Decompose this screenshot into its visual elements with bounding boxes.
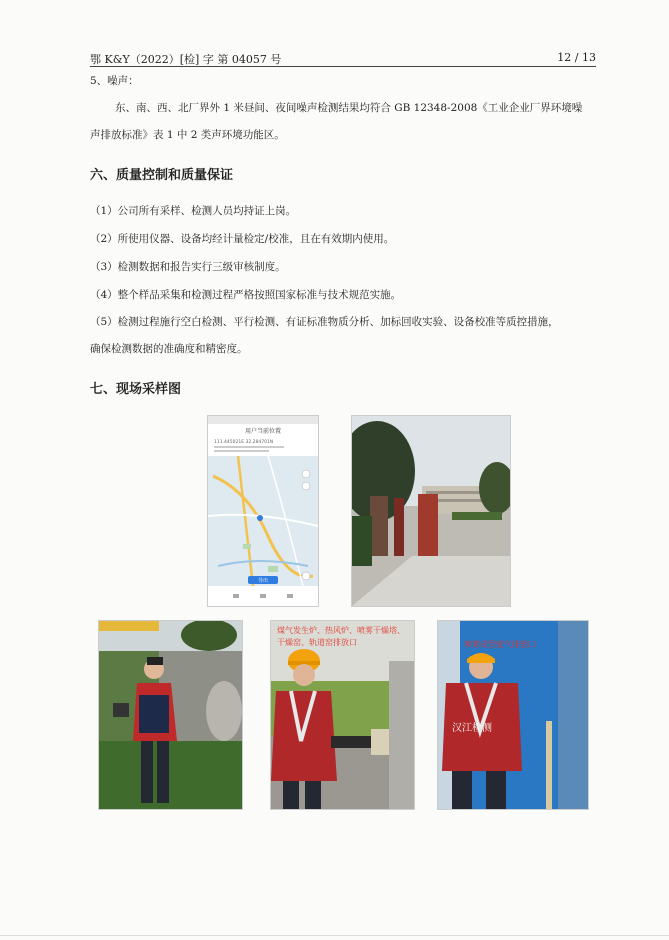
qc-item-5: （5）检测过程施行空白检测、平行检测、有证标准物质分析、加标回收实验、设备校准等质控措施， [90, 316, 559, 328]
worker-field-graphic [99, 621, 242, 809]
qc-item-1: （1）公司所有采样、检测人员均持证上岗。 [90, 205, 297, 217]
spray-outlet-graphic [438, 621, 588, 809]
qc-item-5-continued: 确保检测数据的准确度和精密度。 [90, 343, 248, 355]
noise-heading: 5、噪声： [90, 75, 139, 87]
sampling-photo-exhaust-outlets [270, 620, 415, 810]
sampling-photo-worker-field [98, 620, 243, 810]
factory-gate-graphic [352, 416, 510, 606]
factory-gate-photo [351, 415, 511, 607]
section-6-title: 六、质量控制和质量保证 [90, 168, 234, 183]
document-number: 鄂 K&Y（2022）[检] 字 第 04057 号 [90, 53, 282, 66]
qc-item-3: （3）检测数据和报告实行三级审核制度。 [90, 261, 286, 273]
section-7-title: 七、现场采样图 [90, 382, 182, 397]
caption-outlets-part2: 干燥窑、轨道窑排放口 [277, 638, 357, 647]
sampling-photo-spray-outlet [437, 620, 589, 810]
exhaust-outlets-graphic [271, 621, 414, 809]
caption-outlets-part1: 煤气发生炉、热风炉、喷雾干燥塔、 [277, 626, 405, 635]
map-screenshot-photo [207, 415, 319, 607]
map-title: 用户当前位置 [244, 428, 282, 435]
qc-item-4: （4）整个样品采集和检测过程严格按照国家标准与技术规范实施。 [90, 289, 402, 301]
noise-text-line2: 声排放标准》表 1 中 2 类声环境功能区。 [90, 129, 285, 141]
header-divider [90, 66, 596, 67]
page-number: 12 / 13 [557, 51, 596, 64]
qc-item-2: （2）所使用仪器、设备均经计量检定/校准，且在有效期内使用。 [90, 233, 395, 245]
map-screenshot-graphic [208, 416, 318, 606]
page-bottom-edge [0, 935, 669, 936]
map-coordinates: 111.445021E 32.284701N [214, 440, 274, 445]
vest-print: 汉江检测 [452, 723, 492, 734]
map-export-button-label: 导出 [257, 578, 269, 584]
noise-text-line1: 东、南、西、北厂界外 1 米昼间、夜间噪声检测结果均符合 GB 12348-2008《工业企业厂界环境噪 [115, 102, 583, 114]
caption-spray-outlet: 喷雾成型废气排放口 [464, 640, 536, 649]
